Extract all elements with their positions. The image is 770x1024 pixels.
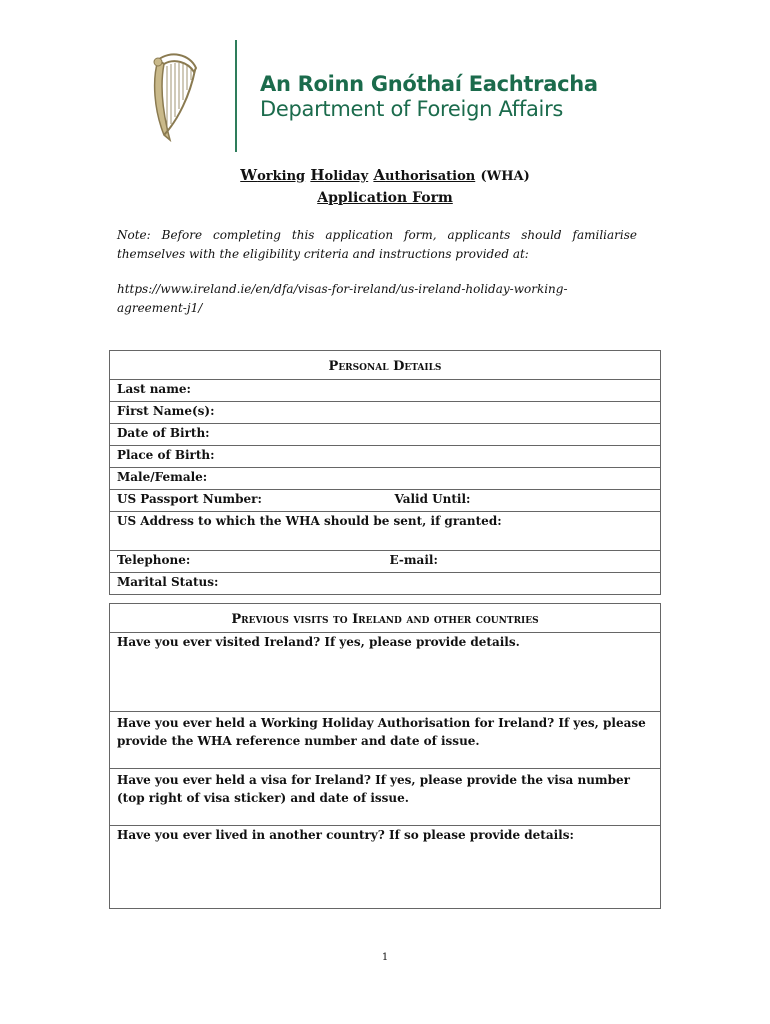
personal-details-heading: Personal Details <box>110 351 661 380</box>
form-subtitle: Application Form <box>317 190 453 206</box>
header-divider <box>235 40 237 152</box>
place-of-birth-field[interactable]: Place of Birth: <box>110 446 661 468</box>
passport-row[interactable] <box>110 490 661 512</box>
marital-status-field[interactable]: Marital Status: <box>110 573 661 595</box>
telephone-label: Telephone: <box>117 553 191 567</box>
page-number: 1 <box>381 952 389 963</box>
us-address-field[interactable]: US Address to which the WHA should be sent, if granted: <box>110 512 661 551</box>
note-text: Note: Before completing this application form, applicants should familiarise themselves with the eligibility criteria and instructions provided at: <box>117 228 637 261</box>
lived-abroad-question[interactable]: Have you ever lived in another country? If so please provide details: <box>110 826 661 909</box>
letterhead <box>150 40 620 155</box>
valid-until-label: Valid Until: <box>394 492 471 506</box>
previous-wha-question[interactable]: Have you ever held a Working Holiday Authorisation for Ireland? If yes, please provide the WHA reference number and date of issue. <box>110 712 661 769</box>
previous-visits-heading: Previous visits to Ireland and other countries <box>110 604 661 633</box>
passport-number-label: US Passport Number: <box>117 492 262 506</box>
harp-icon <box>150 50 200 145</box>
last-name-field[interactable]: Last name: <box>110 380 661 402</box>
email-label: E-mail: <box>389 553 438 567</box>
first-names-field[interactable]: First Name(s): <box>110 402 661 424</box>
dept-irish-name: An Roinn Gnóthaí Eachtracha <box>260 72 598 96</box>
date-of-birth-field[interactable]: Date of Birth: <box>110 424 661 446</box>
personal-details-table <box>109 350 661 595</box>
form-title: Working Holiday Authorisation (WHA) <box>240 166 530 184</box>
department-name <box>260 72 598 122</box>
dept-english-name: Department of Foreign Affairs <box>260 97 564 121</box>
previous-visits-table <box>109 603 661 909</box>
visited-ireland-question[interactable]: Have you ever visited Ireland? If yes, please provide details. <box>110 633 661 712</box>
sex-field[interactable]: Male/Female: <box>110 468 661 490</box>
previous-visa-question[interactable]: Have you ever held a visa for Ireland? If yes, please provide the visa number (top right of visa sticker) and date of issue. <box>110 769 661 826</box>
eligibility-url[interactable]: https://www.ireland.ie/en/dfa/visas-for-ireland/us-ireland-holiday-working-agreement-j1/ <box>117 282 568 315</box>
contact-row[interactable] <box>110 551 661 573</box>
